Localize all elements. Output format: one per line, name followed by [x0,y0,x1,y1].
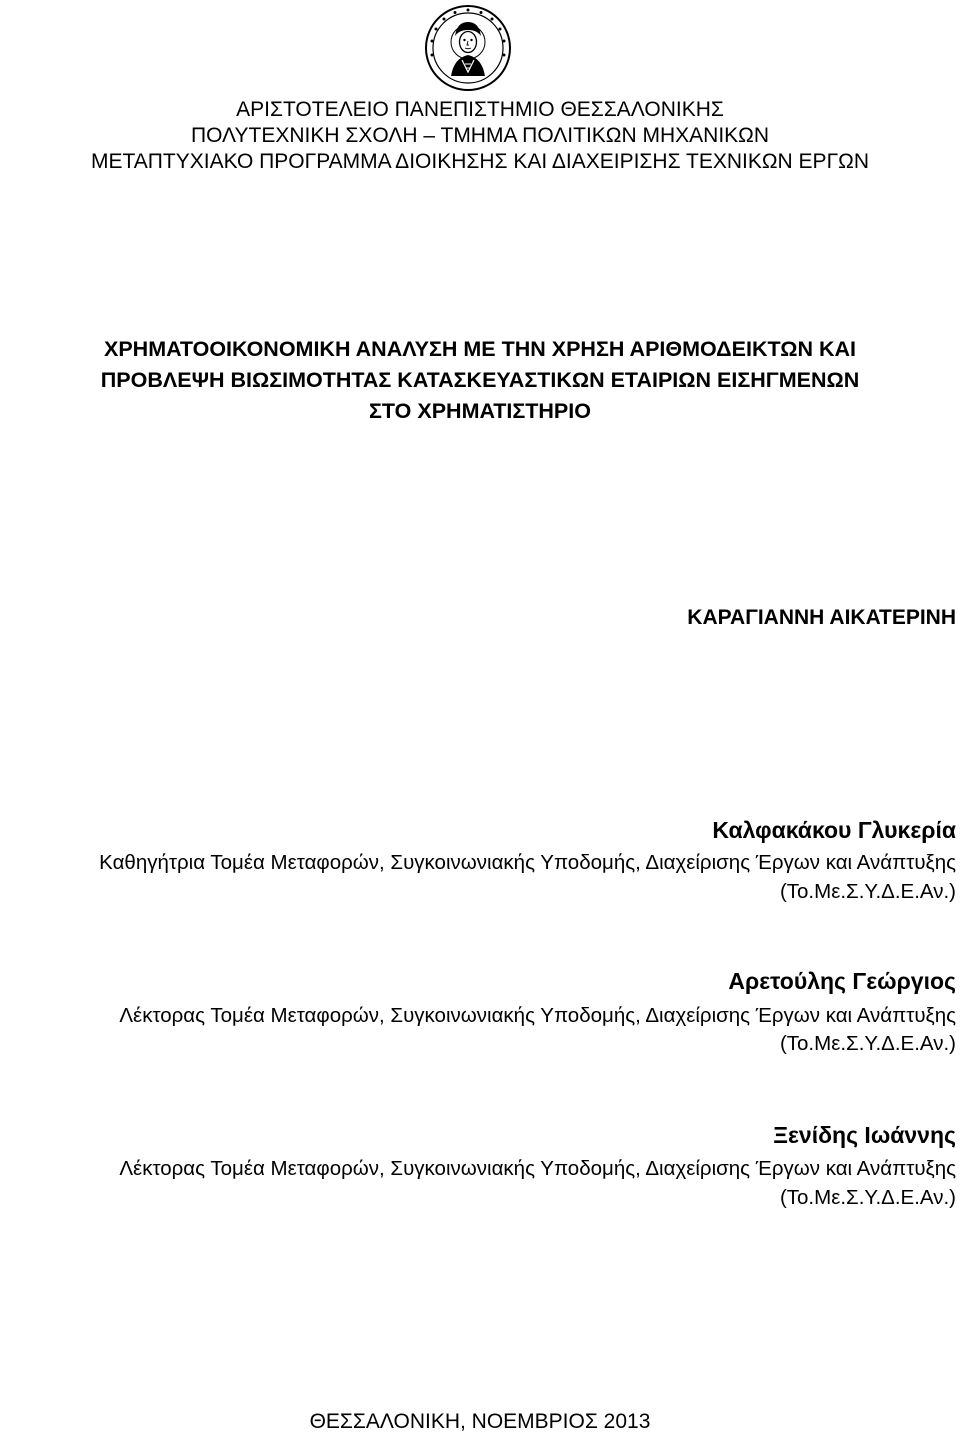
author-name: ΚΑΡΑΓΙΑΝΝΗ ΑΙΚΑΤΕΡΙΝΗ [687,606,956,629]
committee-member-2-name: Αρετούλης Γεώργιος [728,968,956,994]
committee-member-3-abbr: (Το.Με.Σ.Υ.Δ.Ε.Αν.) [779,1186,956,1209]
committee-member-2-abbr: (Το.Με.Σ.Υ.Δ.Ε.Αν.) [779,1032,956,1055]
committee-member-1-role: Καθηγήτρια Τομέα Μεταφορών, Συγκοινωνιακής Υποδομής, Διαχείρισης Έργων και Ανάπτυξης [99,851,956,874]
committee-member-3-role: Λέκτορας Τομέα Μεταφορών, Συγκοινωνιακής Υποδομής, Διαχείρισης Έργων και Ανάπτυξης [119,1157,956,1180]
university-name: ΑΡΙΣΤΟΤΕΛΕΙΟ ΠΑΝΕΠΙΣΤΗΜΙΟ ΘΕΣΣΑΛΟΝΙΚΗΣ [236,98,724,121]
thesis-title-line-2: ΠΡΟΒΛΕΨΗ ΒΙΩΣΙΜΟΤΗΤΑΣ ΚΑΤΑΣΚΕΥΑΣΤΙΚΩΝ ΕΤΑΙΡΙΩΝ ΕΙΣΗΓΜΕΝΩΝ [100,368,860,392]
committee-member-3-name: Ξενίδης Ιωάννης [773,1122,956,1148]
university-seal-icon [424,4,512,92]
thesis-title-line-1: ΧΡΗΜΑΤΟΟΙΚΟΝΟΜΙΚΗ ΑΝΑΛΥΣΗ ΜΕ ΤΗΝ ΧΡΗΣΗ ΑΡΙΘΜΟΔΕΙΚΤΩΝ ΚΑΙ [104,337,856,361]
committee-member-1-abbr: (Το.Με.Σ.Υ.Δ.Ε.Αν.) [779,880,956,903]
committee-member-1-name: Καλφακάκου Γλυκερία [712,817,956,843]
school-department: ΠΟΛΥΤΕΧΝΙΚΗ ΣΧΟΛΗ – ΤΜΗΜΑ ΠΟΛΙΤΙΚΩΝ ΜΗΧΑΝΙΚΩΝ [190,124,770,147]
thesis-title-line-3: ΣΤΟ ΧΡΗΜΑΤΙΣΤΗΡΙΟ [369,399,591,423]
program-name: ΜΕΤΑΠΤΥΧΙΑΚΟ ΠΡΟΓΡΑΜΜΑ ΔΙΟΙΚΗΣΗΣ ΚΑΙ ΔΙΑΧΕΙΡΙΣΗΣ ΤΕΧΝΙΚΩΝ ΕΡΓΩΝ [90,150,869,173]
committee-member-2-role: Λέκτορας Τομέα Μεταφορών, Συγκοινωνιακής Υποδομής, Διαχείρισης Έργων και Ανάπτυξης [119,1004,956,1027]
place-date: ΘΕΣΣΑΛΟΝΙΚΗ, ΝΟΕΜΒΡΙΟΣ 2013 [309,1410,651,1433]
